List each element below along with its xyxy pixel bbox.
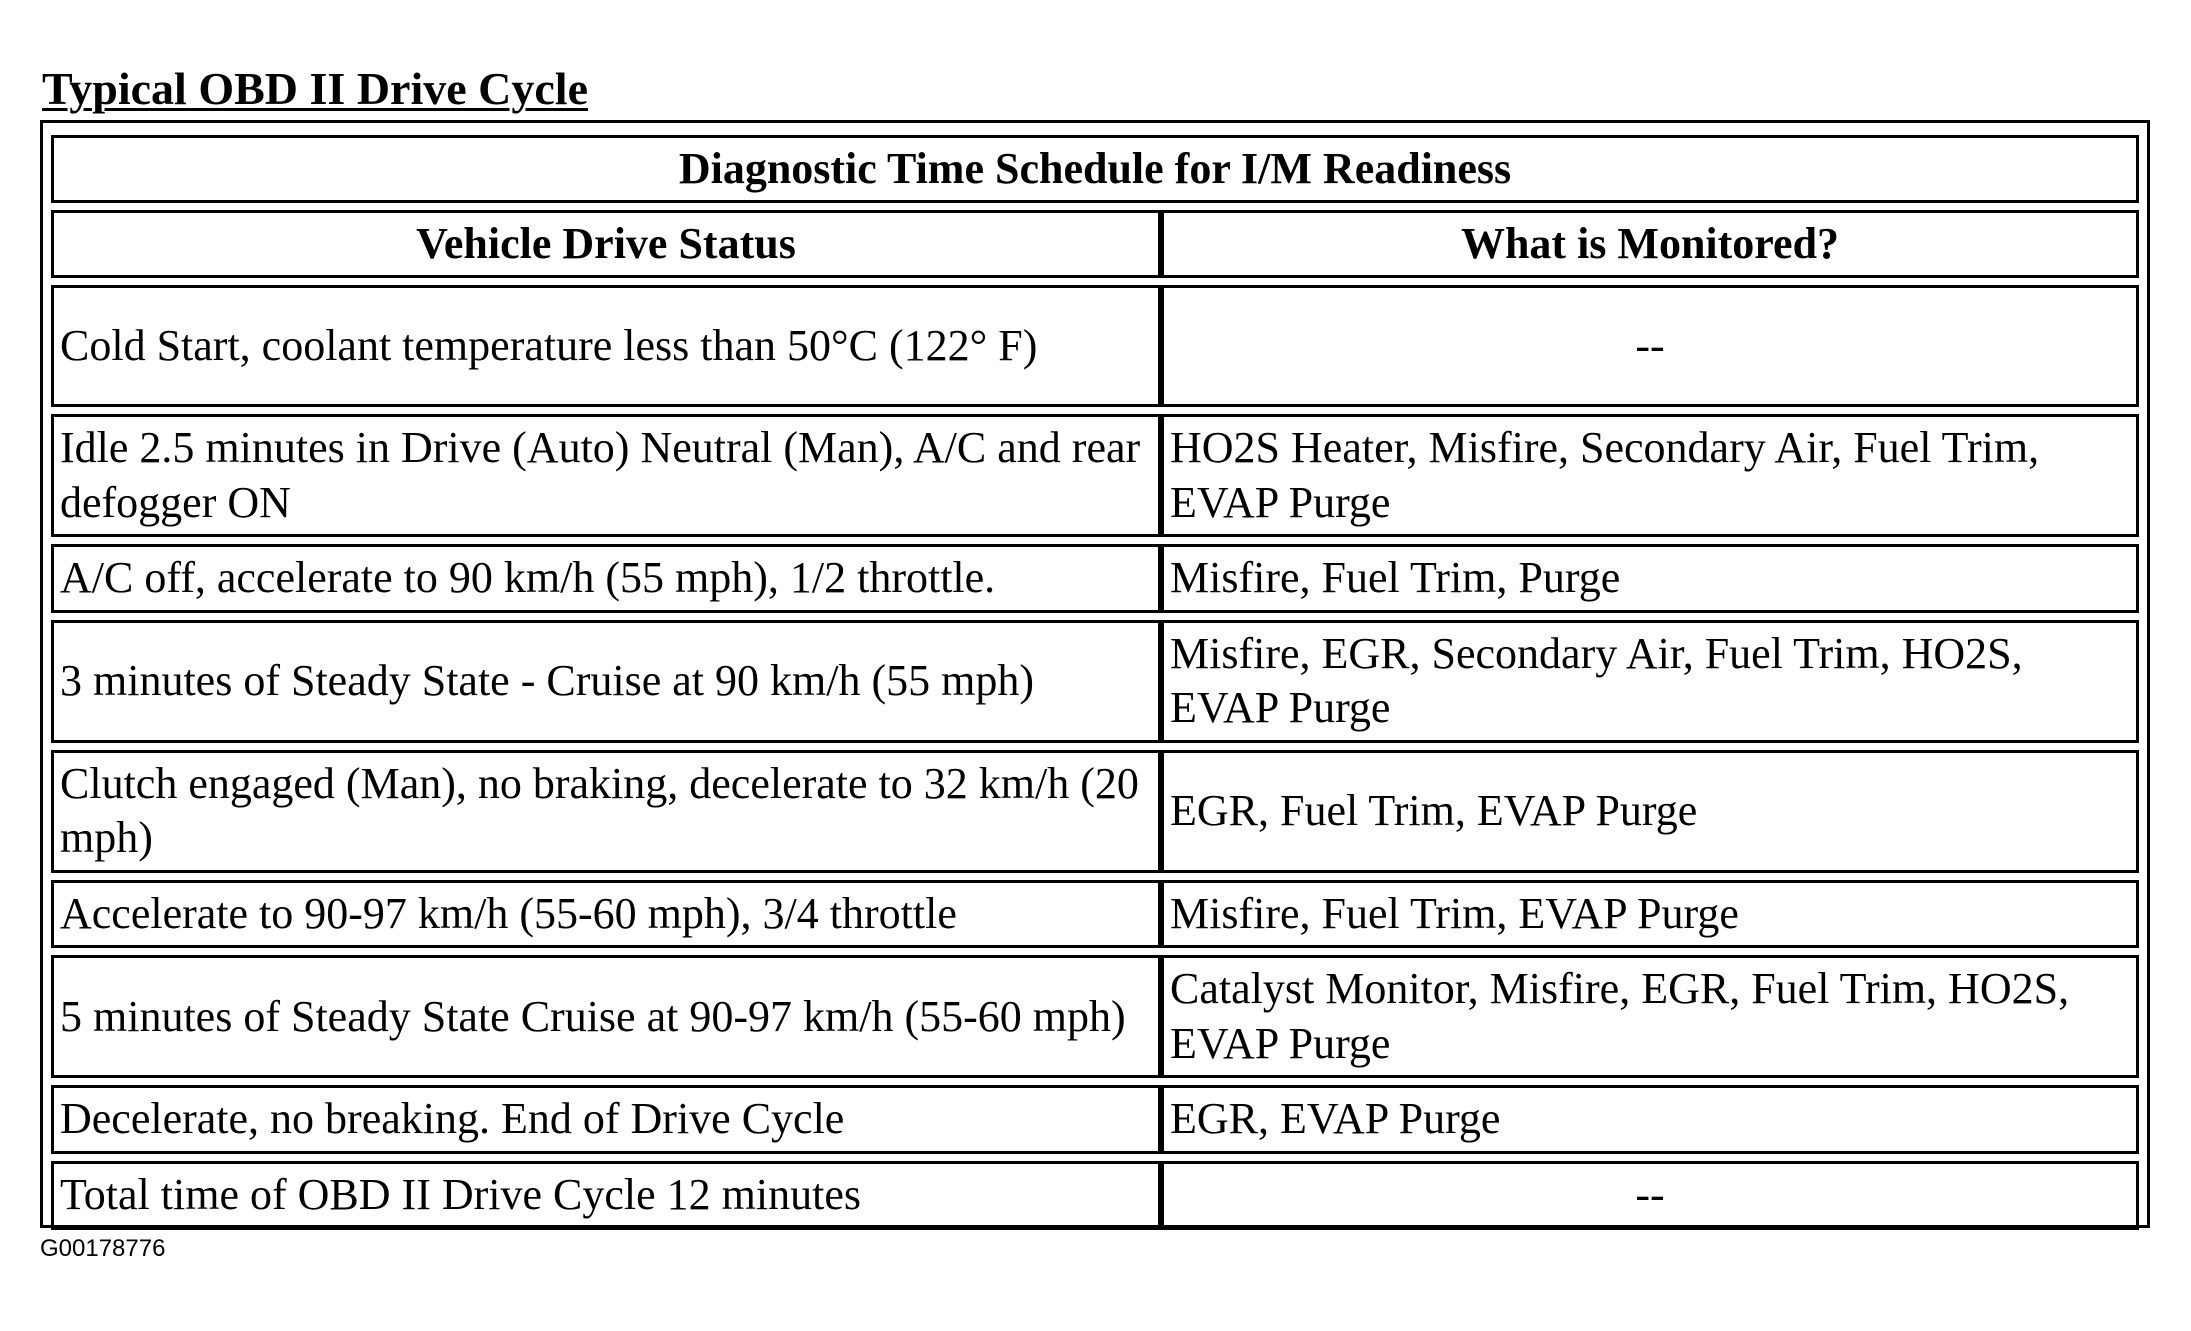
table-caption: Diagnostic Time Schedule for I/M Readiness	[51, 135, 2139, 203]
monitored-cell: Misfire, Fuel Trim, Purge	[1161, 544, 2139, 613]
table-row	[51, 880, 2139, 949]
drive-status-cell: Cold Start, coolant temperature less than 50°C (122° F)	[51, 285, 1161, 407]
monitored-cell: --	[1161, 1161, 2139, 1230]
column-header-monitored: What is Monitored?	[1161, 210, 2139, 278]
monitored-cell: --	[1161, 285, 2139, 407]
monitored-cell: Misfire, Fuel Trim, EVAP Purge	[1161, 880, 2139, 949]
table-row	[51, 1161, 2139, 1230]
table-row	[51, 620, 2139, 743]
drive-cycle-table	[51, 128, 2139, 1237]
monitored-cell: EGR, Fuel Trim, EVAP Purge	[1161, 750, 2139, 873]
drive-status-cell: Idle 2.5 minutes in Drive (Auto) Neutral (Man), A/C and rear defogger ON	[51, 414, 1161, 537]
drive-status-cell: A/C off, accelerate to 90 km/h (55 mph), 1/2 throttle.	[51, 544, 1161, 613]
monitored-cell: Catalyst Monitor, Misfire, EGR, Fuel Trim, HO2S, EVAP Purge	[1161, 955, 2139, 1078]
figure-code: G00178776	[40, 1235, 166, 1262]
drive-status-cell: Clutch engaged (Man), no braking, decelerate to 32 km/h (20 mph)	[51, 750, 1161, 873]
table-row	[51, 750, 2139, 873]
drive-cycle-table-frame	[40, 120, 2150, 1228]
monitored-cell: Misfire, EGR, Secondary Air, Fuel Trim, HO2S, EVAP Purge	[1161, 620, 2139, 743]
drive-status-cell: Total time of OBD II Drive Cycle 12 minutes	[51, 1161, 1161, 1230]
table-row	[51, 285, 2139, 407]
table-row	[51, 544, 2139, 613]
column-header-drive-status: Vehicle Drive Status	[51, 210, 1161, 278]
document-title: Typical OBD II Drive Cycle	[42, 63, 588, 114]
monitored-cell: EGR, EVAP Purge	[1161, 1085, 2139, 1154]
table-body	[51, 285, 2139, 1230]
table-row	[51, 1085, 2139, 1154]
table-row	[51, 955, 2139, 1078]
drive-status-cell: Decelerate, no breaking. End of Drive Cycle	[51, 1085, 1161, 1154]
drive-status-cell: 5 minutes of Steady State Cruise at 90-97 km/h (55-60 mph)	[51, 955, 1161, 1078]
drive-status-cell: 3 minutes of Steady State - Cruise at 90 km/h (55 mph)	[51, 620, 1161, 743]
monitored-cell: HO2S Heater, Misfire, Secondary Air, Fuel Trim, EVAP Purge	[1161, 414, 2139, 537]
table-row	[51, 414, 2139, 537]
drive-status-cell: Accelerate to 90-97 km/h (55-60 mph), 3/4 throttle	[51, 880, 1161, 949]
